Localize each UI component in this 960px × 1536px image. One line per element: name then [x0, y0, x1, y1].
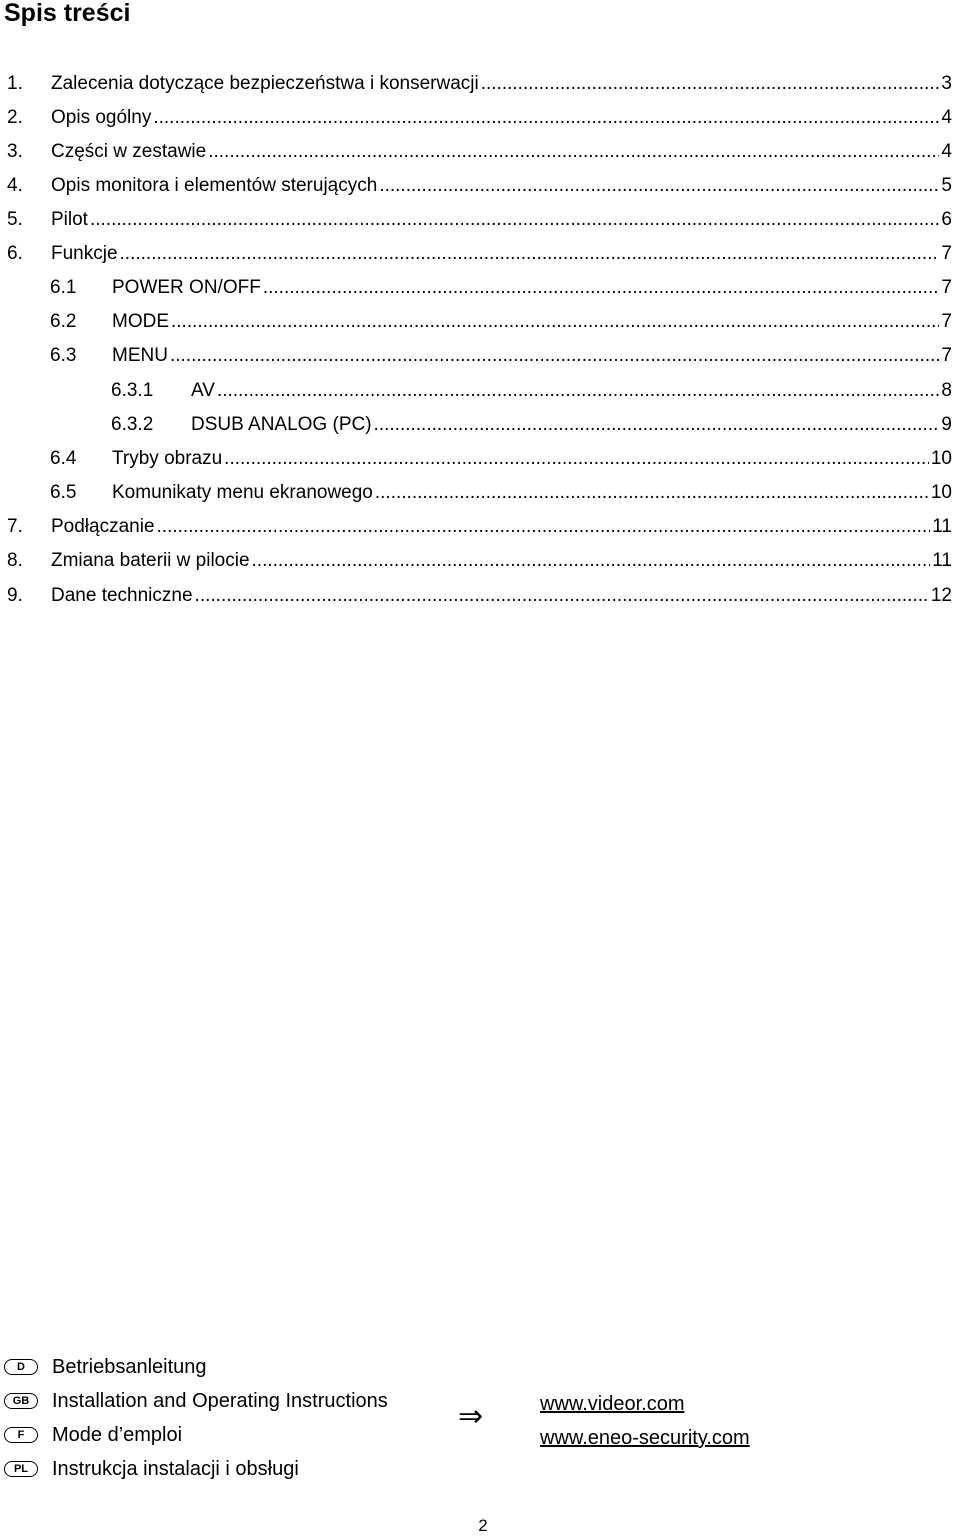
- toc-entry-page: 7: [941, 243, 952, 264]
- toc-entry-number: 2.: [7, 107, 23, 128]
- toc-entry-number: 4.: [7, 175, 23, 196]
- toc-dot-leader: [263, 277, 940, 299]
- toc-entry-page: 12: [930, 585, 952, 606]
- toc-entry-label: MODE: [112, 311, 169, 332]
- toc-entry-number: 6.3: [50, 345, 77, 366]
- toc-entry-number: 9.: [7, 585, 23, 606]
- toc-entry-number: 6.3.2: [111, 414, 154, 435]
- toc-dot-leader: [170, 345, 939, 367]
- language-row-gb: [4, 1386, 388, 1416]
- toc-entry-page: 10: [930, 448, 952, 469]
- toc-entry-label: Zmiana baterii w pilocie: [51, 550, 250, 571]
- page-title: Spis treści: [4, 0, 131, 27]
- language-label: Instrukcja instalacji i obsługi: [52, 1457, 299, 1480]
- language-versions: [0, 1352, 960, 1492]
- toc-entry-page: 5: [941, 175, 952, 196]
- toc-dot-leader: [224, 448, 929, 470]
- language-label: Installation and Operating Instructions: [52, 1389, 388, 1412]
- toc-entry-6[interactable]: [7, 243, 952, 265]
- language-row-pl: [4, 1454, 299, 1484]
- toc-entry-6-5[interactable]: [50, 482, 952, 504]
- toc-dot-leader: [374, 414, 940, 436]
- toc-entry-label: Dane techniczne: [51, 585, 193, 606]
- toc-entry-label: DSUB ANALOG (PC): [191, 414, 372, 435]
- language-badge-pl: PL: [4, 1461, 38, 1477]
- toc-entry-page: 7: [941, 277, 952, 298]
- toc-entry-number: 8.: [7, 550, 23, 571]
- language-badge-f: F: [4, 1427, 38, 1443]
- toc-dot-leader: [379, 175, 939, 197]
- toc-entry-6-3[interactable]: [50, 345, 952, 367]
- toc-entry-3[interactable]: [7, 141, 952, 163]
- toc-entry-6-3-2[interactable]: [111, 414, 952, 436]
- toc-entry-number: 6.4: [50, 448, 77, 469]
- toc-entry-label: Opis ogólny: [51, 107, 152, 128]
- toc-entry-number: 6.5: [50, 482, 77, 503]
- toc-dot-leader: [120, 243, 940, 265]
- toc-entry-label: Tryby obrazu: [112, 448, 223, 469]
- eneo-security-link[interactable]: www.eneo-security.com: [540, 1427, 750, 1449]
- toc-entry-number: 3.: [7, 141, 23, 162]
- toc-entry-label: Komunikaty menu ekranowego: [112, 482, 373, 503]
- toc-entry-5[interactable]: [7, 209, 952, 231]
- language-label: Mode d’emploi: [52, 1423, 183, 1446]
- toc-entry-label: Zalecenia dotyczące bezpieczeństwa i konserwacji: [51, 73, 479, 94]
- toc-dot-leader: [375, 482, 929, 504]
- toc-entry-page: 4: [941, 141, 952, 162]
- toc-entry-page: 10: [930, 482, 952, 503]
- language-badge-gb: GB: [4, 1393, 38, 1409]
- toc-entry-page: 9: [941, 414, 952, 435]
- toc-dot-leader: [90, 209, 939, 231]
- page-number: 2: [478, 1516, 488, 1535]
- toc-entry-number: 7.: [7, 516, 23, 537]
- toc-entry-page: 8: [941, 380, 952, 401]
- toc-entry-page: 6: [941, 209, 952, 230]
- toc-entry-page: 3: [941, 73, 952, 94]
- language-label: Betriebsanleitung: [52, 1355, 207, 1378]
- toc-dot-leader: [171, 311, 939, 333]
- toc-entry-label: Pilot: [51, 209, 88, 230]
- language-badge-d: D: [4, 1359, 38, 1375]
- toc-dot-leader: [217, 380, 939, 402]
- language-row-de: [4, 1352, 207, 1382]
- toc-entry-number: 6.1: [50, 277, 77, 298]
- toc-entry-label: Części w zestawie: [51, 141, 207, 162]
- double-arrow-icon: ⇒: [458, 1399, 484, 1434]
- toc-entry-number: 6.2: [50, 311, 77, 332]
- toc-entry-6-2[interactable]: [50, 311, 952, 333]
- toc-entry-4[interactable]: [7, 175, 952, 197]
- toc-dot-leader: [208, 141, 939, 163]
- toc-entry-8[interactable]: [7, 550, 952, 572]
- toc-entry-6-4[interactable]: [50, 448, 952, 470]
- language-row-f: [4, 1420, 182, 1450]
- toc-entry-label: POWER ON/OFF: [112, 277, 261, 298]
- toc-dot-leader: [153, 107, 939, 129]
- toc-dot-leader: [252, 550, 931, 572]
- toc-entry-page: 11: [932, 516, 952, 537]
- toc-entry-page: 7: [941, 311, 952, 332]
- toc-entry-page: 7: [941, 345, 952, 366]
- toc-entry-label: Opis monitora i elementów sterujących: [51, 175, 378, 196]
- toc-entry-label: MENU: [112, 345, 168, 366]
- toc-entry-page: 4: [941, 107, 952, 128]
- toc-dot-leader: [481, 73, 940, 95]
- videor-link[interactable]: www.videor.com: [540, 1393, 685, 1415]
- toc-entry-6-3-1[interactable]: [111, 380, 952, 402]
- toc-entry-number: 6.3.1: [111, 380, 154, 401]
- toc-entry-9[interactable]: [7, 585, 952, 607]
- toc-entry-number: 1.: [7, 73, 23, 94]
- toc-entry-label: Podłączanie: [51, 516, 155, 537]
- toc-entry-6-1[interactable]: [50, 277, 952, 299]
- toc-entry-page: 11: [932, 550, 952, 571]
- toc-entry-number: 6.: [7, 243, 23, 264]
- toc-entry-1[interactable]: [7, 73, 952, 95]
- toc-entry-label: AV: [191, 380, 215, 401]
- toc-dot-leader: [157, 516, 931, 538]
- toc-entry-label: Funkcje: [51, 243, 118, 264]
- toc-entry-number: 5.: [7, 209, 23, 230]
- toc-dot-leader: [195, 585, 929, 607]
- toc-entry-7[interactable]: [7, 516, 952, 538]
- toc-entry-2[interactable]: [7, 107, 952, 129]
